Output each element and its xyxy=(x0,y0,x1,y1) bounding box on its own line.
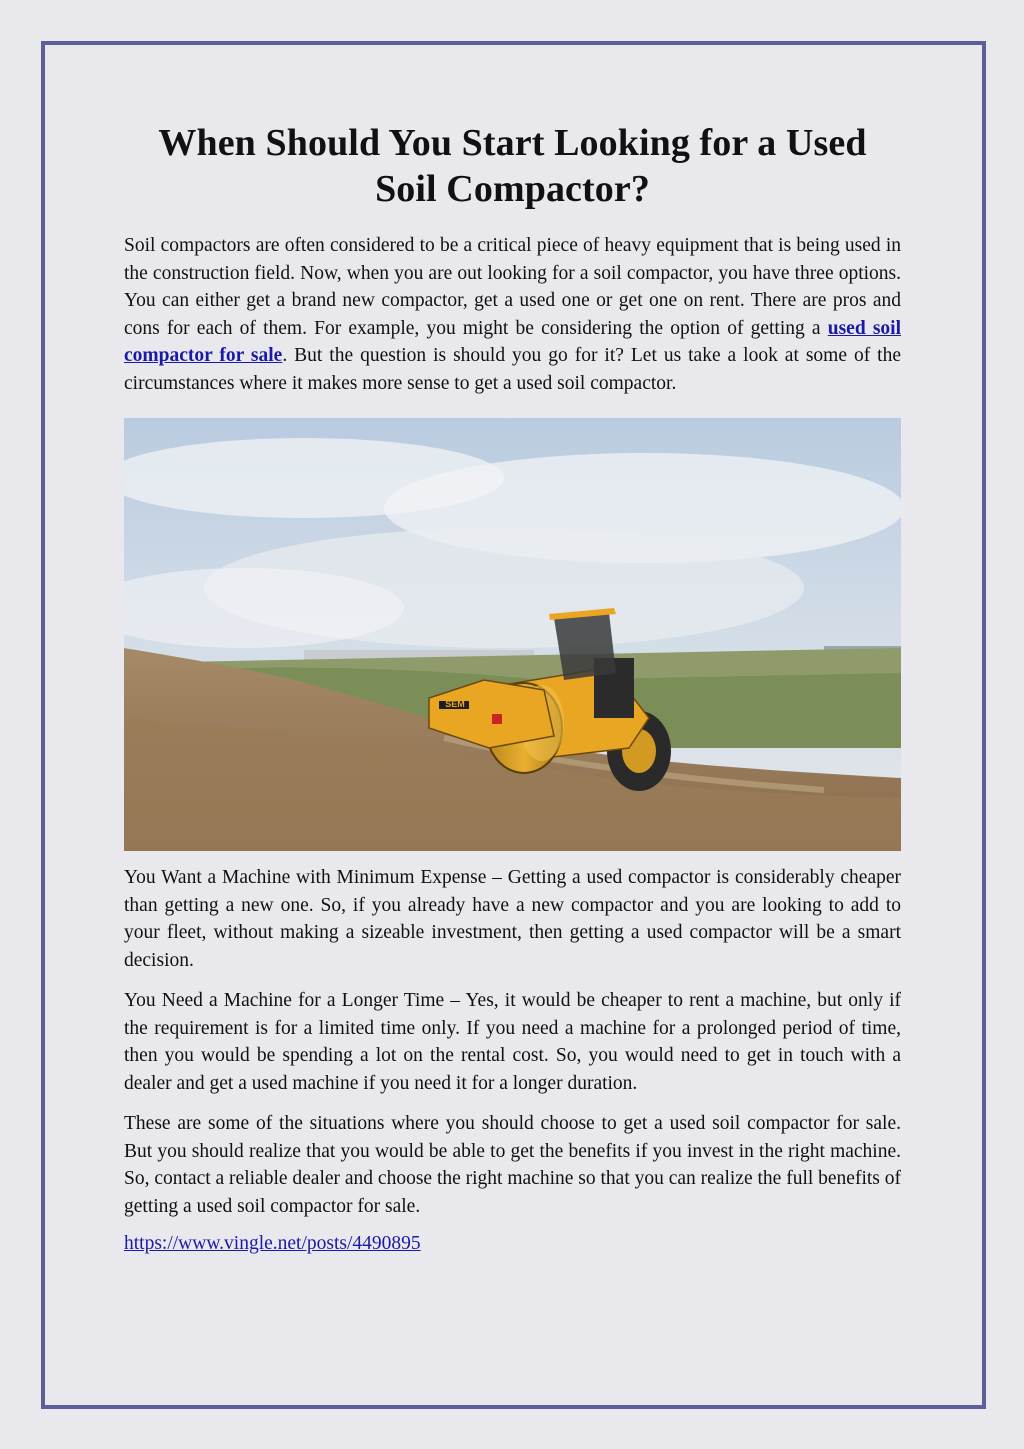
machine-brand-label: SEM xyxy=(445,699,465,709)
paragraph-longer-time: You Need a Machine for a Longer Time – Yes, it would be cheaper to rent a machine, but only if the requirement is for a limited time only. If you need a machine for a prolonged period of time, then you would be spending a lot on the rental cost. So, you would need to get in touch with a dealer and get a used machine if you need it for a longer duration. xyxy=(124,990,901,1094)
intro-text-start: Soil compactors are often considered to be a critical piece of heavy equipment that is being used in the construction field. Now, when you are out looking for a soil compactor, you have three options. You can either get a brand new compactor, get a used one or get one on rent. There are pros and cons for each of them. For example, you might be considering the option of getting a xyxy=(124,235,901,339)
paragraph-conclusion: These are some of the situations where you should choose to get a used soil compactor for sale. But you should realize that you would be able to get the benefits if you invest in the right machine. So, contact a reliable dealer and choose the right machine so that you can realize the full benefits of getting a used soil compactor for sale. xyxy=(124,1113,901,1217)
used-soil-compactor-link[interactable]: used soil compactor for sale xyxy=(124,317,902,366)
intro-text-end: . But the question is should you go for it? Let us take a look at some of the circumstances where it makes more sense to get a used soil compactor. xyxy=(124,345,901,394)
intro-paragraph xyxy=(124,232,901,397)
source-url-link[interactable]: https://www.vingle.net/posts/4490895 xyxy=(124,1233,421,1254)
soil-compactor-photo xyxy=(124,418,901,851)
paragraph-minimum-expense: You Want a Machine with Minimum Expense – Getting a used compactor is considerably cheaper than getting a new one. So, if you already have a new compactor and you are looking to add to your fleet, without making a sizeable investment, then getting a used compactor will be a smart decision. xyxy=(124,867,901,971)
document-body xyxy=(124,120,901,1255)
page-title: When Should You Start Looking for a Used Soil Compactor? xyxy=(158,122,867,210)
